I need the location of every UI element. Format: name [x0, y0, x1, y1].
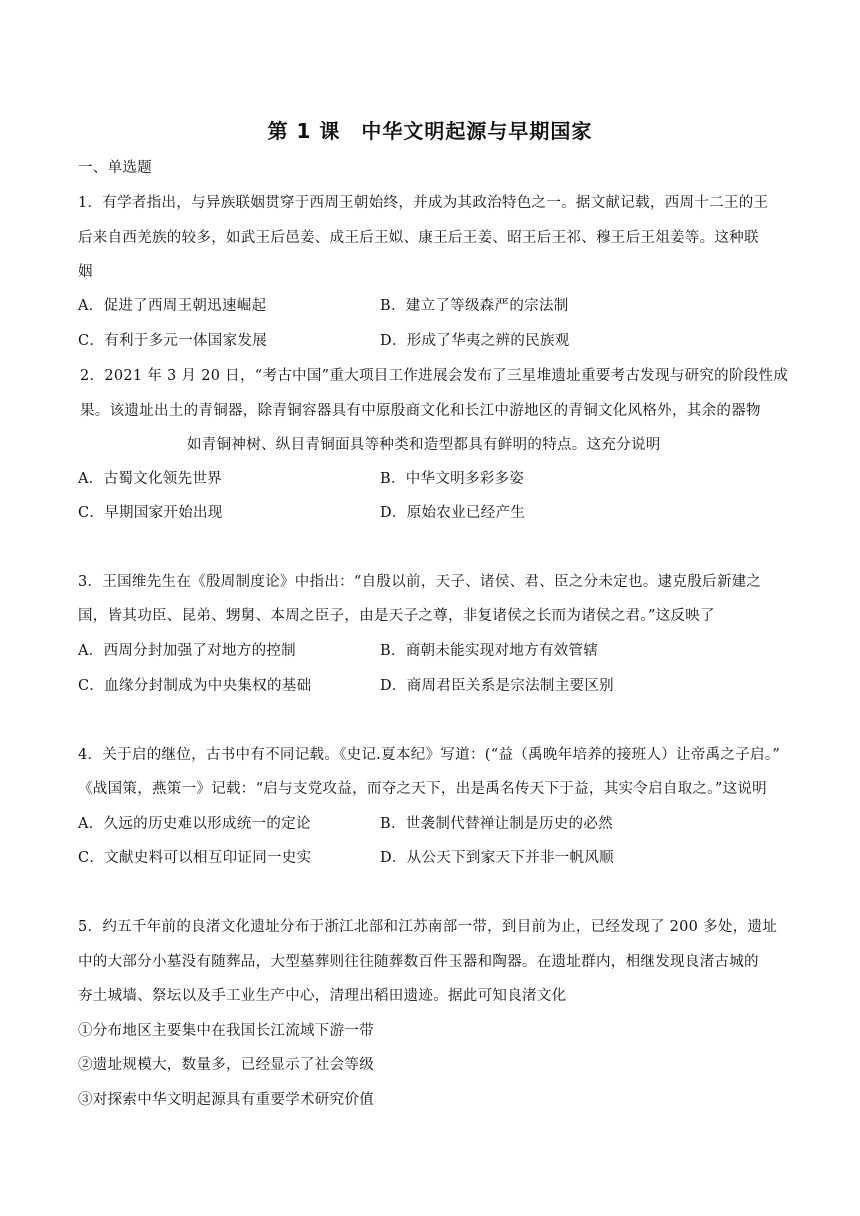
q5-statement-2: ②遗址规模大，数量多，已经显示了社会等级 [78, 1057, 374, 1073]
q3-option-b: B．商朝未能实现对地方有效管辖 [380, 643, 599, 659]
q1-stem-line-1: 1．有学者指出，与异族联姻贯穿于西周王朝始终，并成为其政治特色之一。据文献记载，西周十二王的王 [78, 195, 769, 211]
q3-stem-line-2: 国，皆其功臣、昆弟、甥舅、本周之臣子，由是天子之尊，非复诸侯之长而为诸侯之君。”这反映了 [78, 608, 715, 624]
q1-option-c: C．有利于多元一体国家发展 [78, 333, 267, 349]
q3-stem-line-1: 3．王国维先生在《殷周制度论》中指出：“自殷以前，天子、诸侯、君、臣之分未定也。逮克殷后新建之 [78, 574, 762, 590]
q1-stem-line-2: 后来自西羌族的较多，如武王后邑姜、成王后王姒、康王后王姜、昭王后王祁、穆王后王俎姜等。这种联 [78, 230, 759, 246]
q1-option-b: B．建立了等级森严的宗法制 [380, 298, 569, 314]
q1-option-d: D．形成了华夷之辨的民族观 [380, 333, 570, 349]
q2-option-a: A．古蜀文化领先世界 [78, 471, 222, 487]
q5-statement-1: ①分布地区主要集中在我国长江流域下游一带 [78, 1023, 374, 1039]
q2-stem-line-3: 如青铜神树、纵目青铜面具等种类和造型都具有鲜明的特点。这充分说明 [187, 437, 661, 453]
q2-option-c: C．早期国家开始出现 [78, 505, 223, 521]
q2-option-d: D．原始农业已经产生 [380, 505, 526, 521]
q4-stem-line-1: 4．关于启的继位，古书中有不同记载。《史记.夏本纪》写道：(“益（禹晚年培养的接班人）让帝禹之子启。” [78, 747, 781, 763]
q5-stem-line-3: 夯土城墙、祭坛以及手工业生产中心，清理出稻田遗迹。据此可知良渚文化 [78, 988, 567, 1004]
q4-option-c: C．文献史料可以相互印证同一史实 [78, 850, 312, 866]
q1-stem-line-3: 姻 [78, 264, 93, 280]
q4-option-a: A．久远的历史难以形成统一的定论 [78, 816, 311, 832]
q4-stem-line-2: 《战国策，燕策一》记载：“启与支党攻益，而夺之天下，出是禹名传天下于益，其实令启自取之。”这说明 [78, 781, 767, 797]
q2-option-b: B．中华文明多彩多姿 [380, 471, 525, 487]
q2-stem-line-1: 2．2021 年 3 月 20 日，“考古中国”重大项目工作进展会发布了三星堆遗址重要考古发现与研究的阶段性成 [80, 368, 789, 384]
page-title: 第 1 课 中华文明起源与早期国家 [267, 119, 593, 143]
q4-option-d: D．从公天下到家天下并非一帆风顺 [380, 850, 614, 866]
q1-option-a: A．促进了西周王朝迅速崛起 [78, 298, 267, 314]
q5-statement-3: ③对探索中华文明起源具有重要学术研究价值 [78, 1092, 374, 1108]
q4-option-b: B．世袭制代替禅让制是历史的必然 [380, 816, 613, 832]
q3-option-d: D．商周君臣关系是宗法制主要区别 [380, 678, 614, 694]
q5-stem-line-2: 中的大部分小墓没有随葬品，大型墓葬则往往随葬数百件玉器和陶器。在遗址群内，相继发现良渚古城的 [78, 954, 759, 970]
q2-stem-line-2: 果。该遗址出土的青铜器，除青铜容器具有中原殷商文化和长江中游地区的青铜文化风格外，其余的器物 [80, 403, 761, 419]
q3-option-a: A．西周分封加强了对地方的控制 [78, 643, 296, 659]
q5-stem-line-1: 5．约五千年前的良渚文化遗址分布于浙江北部和江苏南部一带，到目前为止，已经发现了 200 多处，遗址 [78, 919, 778, 935]
section-heading: 一、单选题 [78, 160, 152, 176]
q3-option-c: C．血缘分封制成为中央集权的基础 [78, 678, 312, 694]
